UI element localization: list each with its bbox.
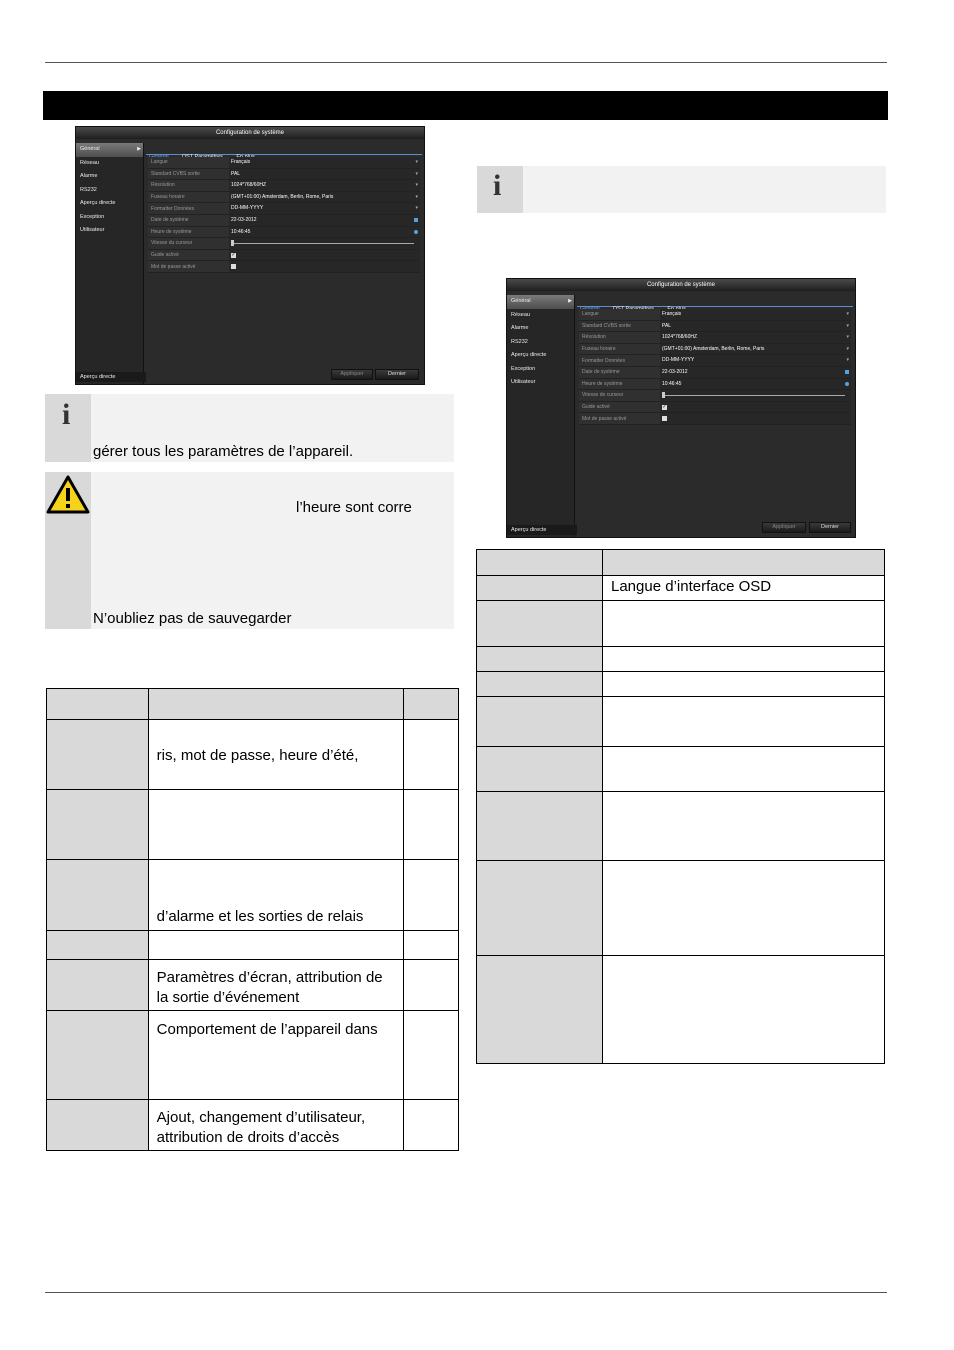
table-cell	[477, 697, 603, 747]
system-date-field[interactable]	[229, 215, 420, 226]
info-note	[45, 394, 454, 462]
table-cell	[477, 956, 603, 1064]
wizard-checkbox[interactable]: ✓	[231, 251, 236, 258]
setting-row	[148, 203, 420, 215]
table-cell	[47, 931, 149, 960]
table-cell-text: Langue d’interface OSD	[611, 578, 772, 595]
setting-label: Vitesse de curseur	[582, 392, 624, 399]
setting-row	[579, 332, 851, 344]
clock-icon[interactable]	[414, 230, 418, 234]
cursor-speed-slider[interactable]	[229, 238, 420, 249]
setting-label: Fuseau horaire	[151, 194, 185, 201]
slider-track	[233, 243, 414, 244]
dropdown-icon: ▾	[846, 357, 849, 364]
table-header-row	[477, 550, 885, 576]
password-value	[660, 413, 851, 424]
setting-value: PAL	[662, 322, 672, 329]
bottom-rule	[45, 1292, 887, 1293]
warning-icon	[46, 475, 90, 515]
setting-value: Français	[662, 311, 682, 317]
sidebar-item-rs232[interactable]: RS232	[511, 338, 528, 345]
setting-label: Heure de système	[151, 228, 192, 235]
sidebar-item-user[interactable]: Utilisateur	[511, 379, 536, 385]
resolution-select[interactable]	[229, 180, 420, 191]
table-cell	[47, 960, 149, 1011]
setting-label: Langue	[151, 159, 168, 166]
date-format-select[interactable]	[229, 203, 420, 214]
language-select[interactable]	[660, 309, 851, 320]
setting-row	[148, 157, 420, 169]
setting-row	[579, 309, 851, 321]
slider-track	[664, 395, 845, 396]
setting-value: 10:46:45	[231, 228, 251, 235]
table-cell	[477, 601, 603, 647]
setting-value: 1024*768/60HZ	[231, 182, 267, 189]
setting-row	[148, 180, 420, 192]
dropdown-icon: ▾	[846, 322, 849, 329]
sidebar-item-alarm[interactable]: Alarme	[80, 173, 98, 179]
table-cell	[148, 860, 403, 931]
table-cell	[477, 576, 603, 601]
table-cell	[47, 1100, 149, 1151]
table-cell	[477, 647, 603, 672]
table-cell	[404, 931, 459, 960]
setting-label: Date de système	[151, 217, 189, 224]
sidebar	[507, 295, 575, 537]
setting-label: Résolution	[151, 182, 175, 189]
setting-value: PAL	[231, 170, 241, 177]
menu-overview-table	[46, 688, 459, 1151]
setting-row	[148, 227, 420, 239]
dvr-screenshot-right	[506, 278, 856, 538]
cvbs-select[interactable]	[660, 321, 851, 332]
resolution-select[interactable]	[660, 332, 851, 343]
system-date-field[interactable]	[660, 367, 851, 378]
table-row	[47, 960, 459, 1011]
table-header-cell	[148, 689, 403, 720]
setting-label: Heure de système	[582, 380, 623, 387]
table-cell	[148, 790, 403, 860]
table-cell	[148, 720, 403, 790]
table-cell	[47, 860, 149, 931]
dropdown-icon: ▾	[415, 193, 418, 200]
settings-list	[579, 309, 851, 425]
sidebar-item-network[interactable]: Réseau	[80, 159, 99, 166]
setting-row	[579, 413, 851, 425]
table-cell	[603, 672, 885, 697]
language-select[interactable]	[229, 157, 420, 168]
table-cell	[603, 647, 885, 672]
top-rule	[45, 62, 887, 63]
table-row	[477, 601, 885, 647]
setting-row	[579, 390, 851, 402]
sidebar-item-user[interactable]: Utilisateur	[80, 227, 105, 233]
setting-row	[579, 402, 851, 414]
system-time-field[interactable]	[660, 379, 851, 390]
password-value	[229, 261, 420, 272]
table-row	[47, 790, 459, 860]
tab-bar	[577, 297, 853, 307]
setting-row	[148, 261, 420, 273]
info-note-text: gérer tous les paramètres de l’appareil.	[93, 443, 354, 460]
warning-text-line-1: l’heure sont corre	[296, 499, 412, 516]
info-icon: i	[62, 398, 71, 431]
date-format-select[interactable]	[660, 355, 851, 366]
apply-button[interactable]: Appliquer	[762, 522, 806, 533]
setting-label: Standard CVBS sortie	[151, 170, 200, 177]
sidebar-item-network[interactable]: Réseau	[511, 311, 530, 318]
table-cell	[477, 672, 603, 697]
password-checkbox[interactable]	[662, 416, 667, 421]
setting-value: DD-MM-YYYY	[662, 357, 695, 364]
dropdown-icon: ▾	[415, 170, 418, 177]
table-cell	[47, 790, 149, 860]
table-cell	[404, 860, 459, 931]
password-checkbox[interactable]	[231, 264, 236, 269]
table-cell	[404, 1011, 459, 1100]
table-cell	[603, 697, 885, 747]
table-cell	[404, 720, 459, 790]
setting-row	[579, 379, 851, 391]
setting-row	[148, 215, 420, 227]
sidebar-item-rs232[interactable]: RS232	[80, 186, 97, 193]
tab-bar	[146, 145, 422, 155]
warning-text-line-2: N’oubliez pas de sauvegarder	[93, 610, 292, 627]
table-cell-text: Ajout, changement d’utilisateur, attribution de droits d’accès	[156, 1109, 366, 1146]
setting-label: Standard CVBS sortie	[582, 322, 631, 329]
dropdown-icon: ▾	[415, 182, 418, 189]
setting-row	[579, 344, 851, 356]
dropdown-icon: ▾	[846, 311, 849, 317]
timezone-select[interactable]	[660, 344, 851, 355]
table-cell	[477, 792, 603, 861]
wizard-value	[660, 402, 851, 413]
setting-row	[148, 169, 420, 181]
wizard-value	[229, 250, 420, 261]
window-title: Configuration de système	[76, 127, 424, 139]
table-row	[477, 576, 885, 601]
timezone-select[interactable]	[229, 192, 420, 203]
sidebar-item-general[interactable]: Général ▶	[76, 143, 143, 157]
table-cell	[603, 861, 885, 956]
setting-label: Formatter Données	[151, 205, 195, 212]
slider-handle[interactable]	[662, 392, 665, 398]
sidebar	[76, 143, 144, 384]
table-cell	[404, 1100, 459, 1151]
settings-list	[148, 157, 420, 273]
table-cell	[603, 601, 885, 647]
dropdown-icon: ▾	[415, 205, 418, 212]
table-row	[47, 860, 459, 931]
table-cell	[47, 720, 149, 790]
dvr-screenshot-left	[75, 126, 425, 385]
table-cell	[47, 1011, 149, 1100]
setting-label: Fuseau horaire	[582, 346, 616, 353]
setting-label: Guide activé	[151, 252, 179, 259]
setting-row	[579, 321, 851, 333]
dropdown-icon: ▾	[846, 334, 849, 341]
clock-icon[interactable]	[845, 382, 849, 386]
table-header-cell	[47, 689, 149, 720]
setting-value: 22-03-2012	[662, 368, 688, 375]
back-button[interactable]: Dernier	[375, 369, 419, 380]
table-row	[477, 697, 885, 747]
table-cell	[603, 747, 885, 792]
sidebar-item-exception[interactable]: Exception	[80, 213, 105, 220]
table-cell	[477, 861, 603, 956]
calendar-icon[interactable]	[414, 218, 418, 222]
sidebar-item-alarm[interactable]: Alarme	[511, 325, 529, 331]
table-row	[47, 720, 459, 790]
setting-row	[148, 238, 420, 250]
table-row	[477, 956, 885, 1064]
setting-row	[148, 250, 420, 262]
table-row	[47, 1011, 459, 1100]
setting-label: Guide activé	[582, 404, 610, 411]
general-settings-table	[476, 549, 885, 1064]
dropdown-icon: ▾	[846, 345, 849, 352]
setting-value: (GMT+01:00) Amsterdam, Berlin, Rome, Paris	[231, 193, 334, 200]
calendar-icon[interactable]	[845, 370, 849, 374]
sidebar-item-live-view[interactable]: Aperçu directe	[511, 352, 547, 358]
info-icon-column	[45, 394, 91, 462]
sidebar-item-general[interactable]: Général ▶	[507, 295, 574, 309]
setting-value: 22-03-2012	[231, 216, 257, 223]
table-cell	[477, 747, 603, 792]
table-cell	[404, 960, 459, 1011]
table-cell	[148, 1011, 403, 1100]
setting-label: Date de système	[582, 369, 620, 376]
cursor-speed-slider[interactable]	[660, 390, 851, 401]
table-cell	[603, 792, 885, 861]
setting-label: Langue	[582, 311, 599, 318]
window-title: Configuration de système	[507, 279, 855, 291]
setting-value: 1024*768/60HZ	[662, 334, 698, 341]
warning-note	[45, 472, 454, 629]
setting-row	[579, 355, 851, 367]
info-icon: i	[493, 169, 502, 202]
table-header-row	[47, 689, 459, 720]
setting-value: Français	[231, 159, 251, 165]
setting-value: 10:46:45	[662, 380, 682, 387]
slider-handle[interactable]	[231, 240, 234, 246]
table-row	[477, 647, 885, 672]
system-time-field[interactable]	[229, 227, 420, 238]
table-cell	[603, 956, 885, 1064]
table-row	[477, 672, 885, 697]
info-icon-column	[477, 166, 523, 213]
table-cell	[148, 960, 403, 1011]
live-view-button[interactable]: Aperçu directe	[507, 525, 577, 535]
table-cell-text: ris, mot de passe, heure d’été,	[156, 747, 359, 764]
table-row	[47, 1100, 459, 1151]
table-row	[477, 792, 885, 861]
setting-label: Mot de passe activé	[582, 415, 627, 422]
table-row	[477, 861, 885, 956]
cvbs-select[interactable]	[229, 169, 420, 180]
setting-row	[148, 192, 420, 204]
table-row	[477, 747, 885, 792]
setting-row	[579, 367, 851, 379]
setting-label: Résolution	[582, 334, 606, 341]
setting-label: Formatter Données	[582, 357, 626, 364]
table-cell	[148, 1100, 403, 1151]
sidebar-item-exception[interactable]: Exception	[511, 365, 536, 372]
table-header-cell	[603, 550, 885, 576]
table-header-cell	[477, 550, 603, 576]
back-button[interactable]: Dernier	[809, 522, 851, 533]
setting-value: DD-MM-YYYY	[231, 205, 264, 212]
table-cell	[148, 931, 403, 960]
wizard-checkbox[interactable]: ✓	[662, 403, 667, 410]
setting-value: (GMT+01:00) Amsterdam, Berlin, Rome, Paris	[662, 345, 765, 352]
sidebar-item-live-view[interactable]: Aperçu directe	[80, 200, 116, 206]
warning-icon-column	[45, 472, 91, 629]
apply-button[interactable]: Appliquer	[331, 369, 373, 380]
table-cell-text: d’alarme et les sorties de relais	[156, 908, 364, 925]
table-cell-text: Paramètres d’écran, attribution de la sortie d’événement	[156, 969, 383, 1006]
table-header-cell	[404, 689, 459, 720]
live-view-button[interactable]: Aperçu directe	[76, 372, 146, 382]
table-cell-text: Comportement de l’appareil dans	[156, 1021, 378, 1038]
section-header-bar	[43, 91, 888, 120]
setting-label: Vitesse du curseur	[151, 240, 193, 247]
dropdown-icon: ▾	[415, 159, 418, 165]
table-cell	[404, 790, 459, 860]
table-row	[47, 931, 459, 960]
setting-label: Mot de passe activé	[151, 263, 196, 270]
info-note-right	[477, 166, 886, 213]
table-cell	[603, 576, 885, 601]
